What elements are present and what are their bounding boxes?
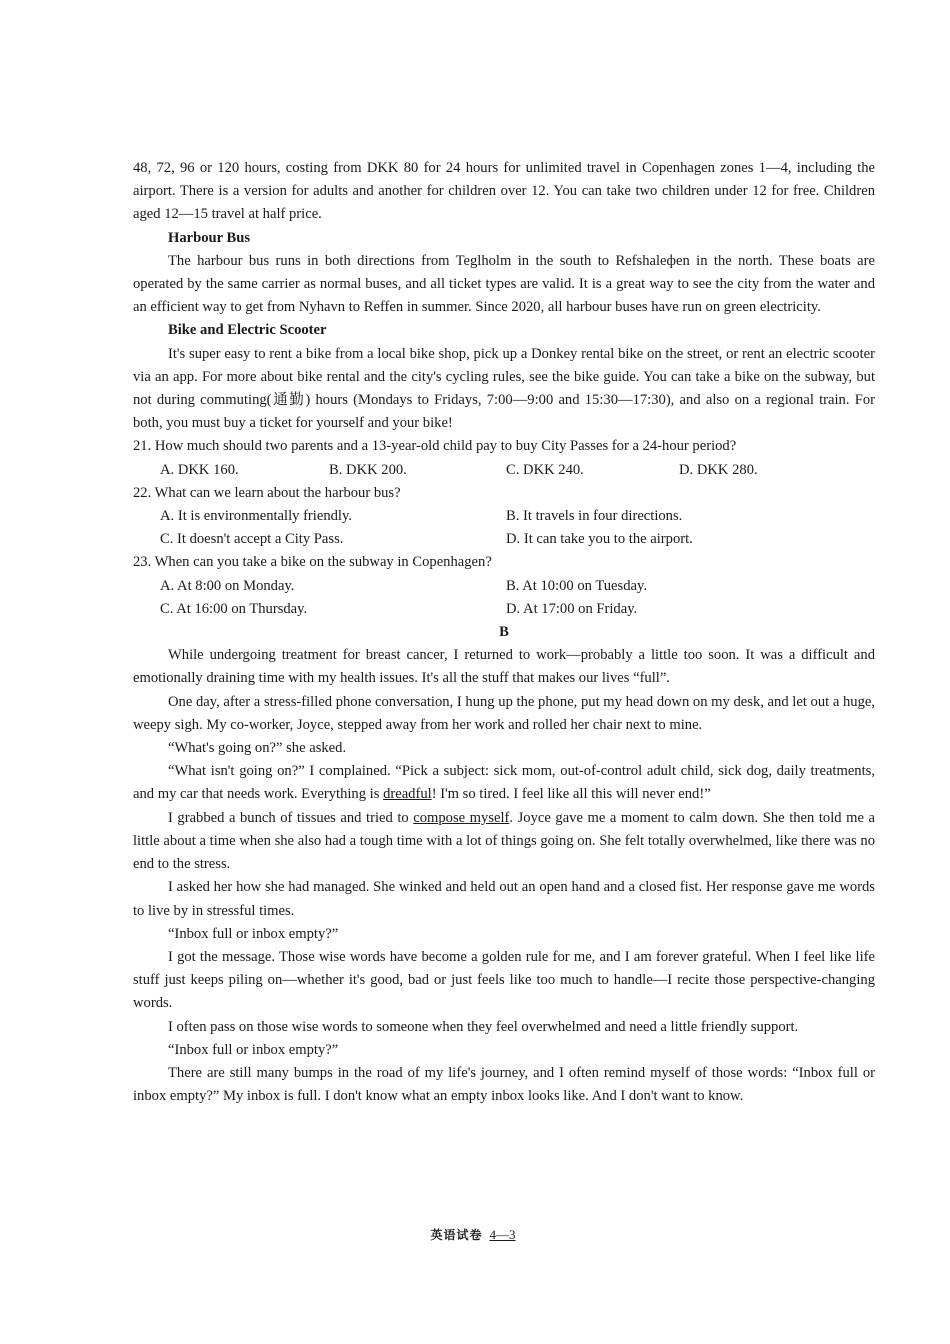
answer-options [133,459,875,482]
passage-b-paragraph-9: I often pass on those wise words to someone when they feel overwhelmed and need a little friendly support. [168,1018,799,1035]
option-b[interactable]: B. DKK 200. [329,461,407,478]
question-22 [133,482,875,552]
question-21 [133,435,875,481]
harbour-bus-paragraph: The harbour bus runs in both directions from Teglholm in the south to Refshaleфen in the north. These boats are operated by the same carrier as normal buses, and all ticket types are valid. It is a great way to see the city from the water and an efficient way to get from Nyhavn to Reffen in summer. Since 2020, all harbour buses have run on green electricity. [133,252,875,316]
passage-b-paragraph-4 [133,760,875,806]
section-b-heading: B [499,624,509,641]
option-a[interactable]: A. DKK 160. [160,461,239,478]
text-run: ! I'm so tired. I feel like all this will never end!” [431,786,711,803]
underlined-word-dreadful: dreadful [383,786,432,803]
footer-subject: 英语试卷 [430,1228,483,1242]
passage-b-paragraph-7: “Inbox full or inbox empty?” [168,925,339,942]
question-stem: 23. When can you take a bike on the subway in Copenhagen? [133,554,492,571]
text-run: “What isn't going on?” I complained. “Pick a subject: sick mom, out-of-control adult child, sick dog, daily treatments, and my car that needs work. Everything is [133,763,875,803]
option-d[interactable]: D. DKK 280. [679,461,758,478]
option-c[interactable]: C. At 16:00 on Thursday. [160,600,308,617]
page-content [133,157,875,1108]
option-d[interactable]: D. At 17:00 on Friday. [506,600,638,617]
option-b[interactable]: B. At 10:00 on Tuesday. [506,577,647,594]
answer-options [133,575,875,621]
passage-b-paragraph-1: While undergoing treatment for breast cancer, I returned to work—probably a little too soon. It was a difficult and emotionally draining time with my health issues. It's all the stuff that makes our lives “full”. [133,647,875,687]
harbour-bus-heading: Harbour Bus [168,229,251,246]
option-c[interactable]: C. It doesn't accept a City Pass. [160,531,344,548]
passage-b-paragraph-5 [133,807,875,877]
option-b[interactable]: B. It travels in four directions. [506,508,683,525]
bike-scooter-paragraph: It's super easy to rent a bike from a local bike shop, pick up a Donkey rental bike on the street, or rent an electric scooter via an app. For more about bike rental and the city's cycling rules, see the bike guide. You can take a bike on the subway, but not during commuting(通勤) hours (Mondays to Fridays, 7:00—9:00 and 15:30—17:30), and also on a regional train. For both, you must buy a ticket for yourself and your bike! [133,345,875,432]
bike-scooter-heading: Bike and Electric Scooter [168,322,327,339]
question-stem: 21. How much should two parents and a 13-year-old child pay to buy City Passes for a 24-hour period? [133,438,737,455]
question-stem: 22. What can we learn about the harbour bus? [133,484,401,501]
option-a[interactable]: A. At 8:00 on Monday. [160,577,295,594]
option-a[interactable]: A. It is environmentally friendly. [160,508,352,525]
passage-b-paragraph-11: There are still many bumps in the road of my life's journey, and I often remind myself of those words: “Inbox full or inbox empty?” My inbox is full. I don't know what an empty inbox looks like. And I don't want to know. [133,1064,875,1105]
passage-b-paragraph-2: One day, after a stress-filled phone conversation, I hung up the phone, put my head down on my desk, and let out a huge, weepy sigh. My co-worker, Joyce, stepped away from her work and rolled her chair next to mine. [133,693,875,733]
passage-b-paragraph-8: I got the message. Those wise words have become a golden rule for me, and I am forever grateful. When I feel like life stuff just keeps piling on—whether it's good, bad or just feels like too much to handle—I recite those perspective-changing words. [133,948,875,1012]
option-c[interactable]: C. DKK 240. [506,461,584,478]
passage-b-paragraph-3: “What's going on?” she asked. [168,740,347,757]
passage-b-paragraph-6: I asked her how she had managed. She winked and held out an open hand and a closed fist. Her response gave me words to live by in stressful times. [133,879,875,919]
text-run: . Joyce gave me a moment to calm down. She then told me a little about a time when she also had a tough time with a lot of things going on. She felt totally overwhelmed, like there was no end to the stress. [133,809,875,873]
footer-page-number: 4—3 [489,1227,516,1242]
answer-options [133,505,875,551]
text-run: I grabbed a bunch of tissues and tried to [168,809,414,826]
passage-a-intro: 48, 72, 96 or 120 hours, costing from DKK 80 for 24 hours for unlimited travel in Copenhagen zones 1—4, including the airport. There is a version for adults and another for children over 12. You can take two children under 12 for free. Children aged 12—15 travel at half price. [133,160,875,223]
underlined-phrase-compose-myself: compose myself [413,809,510,826]
option-d[interactable]: D. It can take you to the airport. [506,531,693,548]
question-23 [133,551,875,621]
passage-b-paragraph-10: “Inbox full or inbox empty?” [168,1041,339,1058]
page-footer [0,1226,950,1243]
